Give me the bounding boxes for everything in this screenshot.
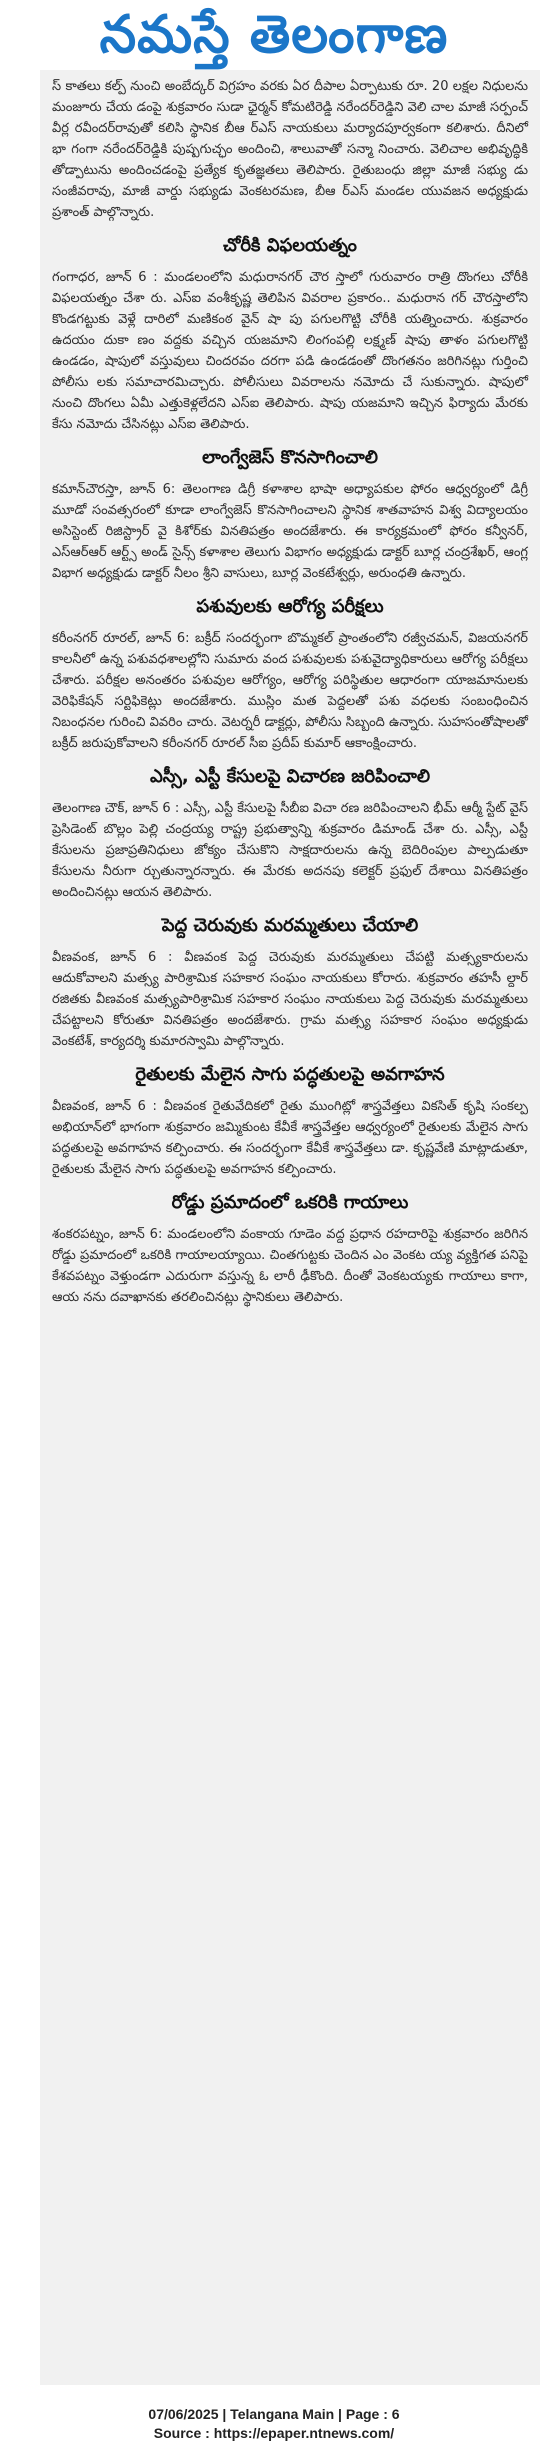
masthead: [0, 0, 548, 70]
article-headline: పశువులకు ఆరోగ్య పరీక్షలు: [196, 596, 384, 617]
page-footer: [0, 2405, 548, 2443]
news-clipping: [40, 70, 540, 2385]
article-theft-attempt: [52, 233, 528, 435]
article-body: తెలంగాణ చౌక్, జూన్ 6 : ఎస్సీ, ఎస్టీ కేసులపై సీబీఐ విచా రణ జరిపించాలని భీమ్ ఆర్మీ స్టేట్ వైస్ ప్రెసిడెంట్ బొల్లం పెల్లి చంద్రయ్య రాష్ట్ర ప్రభుత్వాన్ని శుక్రవారం డిమాండ్ చేశా రు. ఎస్సీ, ఎస్టీ కేసులను ప్రజాప్రతినిధులు జోక్యం చేసుకొని సాక్షదారులను ఉన్న బెదిరింపుల పాల్పడుతూ కేసులను నీరుగా ర్చుతున్నారన్నారు. ఈ మేరకు అదనపు కలెక్టర్ ప్రఫుల్ దేశాయి వినతిపత్రం అందించినట్లు ఆయన తెలిపారు.: [52, 801, 528, 900]
newspaper-logo: నమస్తే తెలంగాణ: [99, 5, 449, 65]
footer-date-line: 07/06/2025 | Telangana Main | Page : 6: [148, 2406, 400, 2422]
article-languages: [52, 445, 528, 584]
article-body: శంకరపట్నం, జూన్ 6: మండలంలోని వంకాయ గూడెం వద్ద ప్రధాన రహదారిపై శుక్రవారం జరిగిన రోడ్డు ప్రమాదంలో ఒకరికి గాయాలయ్యాయి. చింతగుట్టకు చెందిన ఎం వెంకట య్య వ్యక్తిగత పనిపై కేశవపట్నం వెళ్తుండగా ఎదురుగా వస్తున్న ఓ లారీ ఢీకొంది. దీంతో వెంకటయ్యకు గాయాలు కాగా, ఆయ నను దవాఖానకు తరలించినట్లు స్థానికులు తెలిపారు.: [52, 1227, 528, 1305]
article-body: గంగాధర, జూన్ 6 : మండలంలోని మధురానగర్ చౌర స్తాలో గురువారం రాత్రి దొంగలు చోరీకి విఫలయత్నం చేశా రు. ఎస్ఐ వంశీకృష్ణ తెలిపిన వివరాల ప్రకారం.. మధురాన గర్ చౌరస్తాలోని కొండగట్టుకు వెళ్లే దారిలో మణికంఠ వైన్ షా పు పగులగొట్టి చోరీకి యత్నించారు. శుక్రవారం ఉదయం దుకా ణం వద్దకు వచ్చిన యజమాని లింగంపల్లి లక్ష్మణ్ షాపు తాళం పగులగొట్టి ఉండడం, షాపులో వస్తువులు చిందరవం దరగా పడి ఉండడంతో దొంగతనం జరిగినట్లు గుర్తించి పోలీసు లకు సమాచారమిచ్చారు. పోలీసులు వివరాలను నమోదు చే సుకున్నారు. షాపులో నుంచి దొంగలు ఏమీ ఎత్తుకెళ్లలేదని ఎస్ఐ తెలిపారు. షాపు యజమాని ఇచ్చిన ఫిర్యాదు మేరకు కేసు నమోదు చేసినట్లు ఎస్ఐ తెలిపారు.: [52, 270, 528, 432]
article-headline: చోరీకి విఫలయత్నం: [223, 235, 357, 256]
article-headline: లాంగ్వేజెస్ కొనసాగించాలి: [202, 447, 378, 468]
article-body: కరీంనగర్ రూరల్, జూన్ 6: బక్రీద్ సందర్భంగా బొమ్మకల్ ప్రాంతంలోని రజ్వీచమన్, విజయనగర్ కాలనీలో ఉన్న పశువధశాలల్లోని సుమారు వంద పశువులకు పశువైద్యాధికారులు ఆరోగ్య పరీక్షలు చేశారు. పరీక్షల అనంతరం పశువుల ఆరోగ్యం, ఆరోగ్య పరిస్థితుల ఆధారంగా యాజమానులకు వెరిఫికేషన్ సర్టిఫికెట్లు అందజేశారు. ముస్లిం మత పెద్దలతో పశు వధలకు సంబంధించిన నిబంధనల గురించి వివరిం చారు. వెటర్నరీ డాక్టర్లు, పోలీసు సిబ్బంది ఉన్నారు. సుహసంతోషాలతో బక్రీద్ జరుపుకోవాలని కరీంనగర్ రూరల్ సీఐ ప్రదీప్ కుమార్ ఆకాంక్షించారు.: [52, 631, 528, 751]
article-road-accident: [52, 1190, 528, 1308]
article-headline: పెద్ద చెరువుకు మరమ్మతులు చేయాలి: [161, 915, 419, 936]
article-tank-repairs: [52, 913, 528, 1052]
article-body: వీణవంక, జూన్ 6 : వీణవంక పెద్ద చెరువుకు మరమ్మతులు చేపట్టి మత్స్యకారులను ఆదుకోవాలని మత్స్య పారిశ్రామిక సహకార సంఘం నాయకులు కోరారు. శుక్రవారం తహసీ ల్దార్ రజితకు వీణవంక మత్స్యపారిశ్రామిక సహకార సంఘం నాయకులు పెద్ద చెరువుకు మరమ్మతులు చేపట్టాలని కోరుతూ వినతిపత్రం అందజేశారు. గ్రామ మత్స్య సహకార సంఘం అధ్యక్షుడు వెంకటేశ్, కార్యదర్శి కుమారస్వామి పాల్గొన్నారు.: [52, 950, 528, 1049]
footer-source-line: Source : https://epaper.ntnews.com/: [153, 2425, 395, 2441]
article-cattle-health: [52, 594, 528, 754]
article-headline: రోడ్డు ప్రమాదంలో ఒకరికి గాయాలు: [171, 1192, 409, 1213]
article-headline: ఎస్సీ, ఎస్టీ కేసులపై విచారణ జరిపించాలి: [149, 766, 431, 787]
article-continued: [52, 76, 528, 223]
article-body: వీణవంక, జూన్ 6 : వీణవంక రైతువేదికలో రైతు ముంగిట్లో శాస్త్రవేత్తలు వికసిత్ కృషి సంకల్ప అభియాన్‌లో భాగంగా శుక్రవారం జమ్మికుంట కేవీకే శాస్త్రవేత్తల ఆధ్వర్యంలో రైతులకు మేలైన సాగు పద్ధతులపై అవగాహన కల్పించారు. ఈ సందర్భంగా కేవీకే శాస్త్రవేత్తలు డా. కృష్ణవేణి మాట్లాడుతూ, రైతులకు మేలైన సాగు పద్ధతులపై అవగాహన కల్పించారు.: [52, 1099, 528, 1177]
article-sc-st-cases: [52, 764, 528, 903]
article-body: స్ కాతలు కల్ప్ నుంచి అంబేద్కర్ విగ్రహం వరకు ఏర దీపాల ఏర్పాటుకు రూ. 20 లక్షల నిధులను మంజూరు చేయ డంపై శుక్రవారం సుడా ఛైర్మన్ కోమటిరెడ్డి నరేందర్‌రెడ్డిని వెలి చాల మాజీ సర్పంచ్ వీర్ల రవీందర్‌రావుతో కలిసి స్థానిక బీఆ ర్ఎస్ నాయకులు మర్యాదపూర్వకంగా కలిశారు. దీనిలో భా గంగా నరేందర్‌రెడ్డికి పుష్పగుచ్ఛం అందించి, శాలువాతో సన్మా నించారు. వెలిచాల అభివృద్ధికి తోడ్పాటును అందించడంపై ప్రత్యేక కృతజ్ఞతలు తెలిపారు. రైతుబంధు జిల్లా మాజీ సభ్యు డు సంజీవరావు, మాజీ వార్డు సభ్యుడు వెంకటరమణ, బీఆ ర్ఎస్ మండల యువజన అధ్యక్షుడు ప్రశాంత్ పాల్గొన్నారు.: [52, 79, 528, 220]
article-body: కమాన్‌చౌరస్తా, జూన్ 6: తెలంగాణ డిగ్రీ కళాశాల భాషా అధ్యాపకుల ఫోరం ఆధ్వర్యంలో డిగ్రీ మూడో సంవత్సరంలో కూడా లాంగ్వేజెస్ కొనసాగించాలని స్థానిక శాతవాహన విశ్వ విద్యాలయం అసిస్టెంట్ రిజిస్ట్రార్ వై కిశోర్‌కు వినతిపత్రం అందజేశారు. ఈ కార్యక్రమంలో ఫోరం కన్వీనర్, ఎస్ఆర్ఆర్ ఆర్ట్స్ అండ్ సైన్స్ కళాశాల తెలుగు విభాగం అధ్యక్షుడు డాక్టర్ బూర్ల చంద్రశేఖర్, ఆంగ్ల విభాగ అధ్యక్షుడు డాక్టర్ నీలం శ్రీని వాసులు, బూర్ల వెంకటేశ్వర్లు, అరుంధతి ఉన్నారు.: [52, 482, 528, 581]
article-farming-awareness: [52, 1062, 528, 1180]
article-headline: రైతులకు మేలైన సాగు పద్ధతులపై అవగాహన: [135, 1064, 445, 1085]
